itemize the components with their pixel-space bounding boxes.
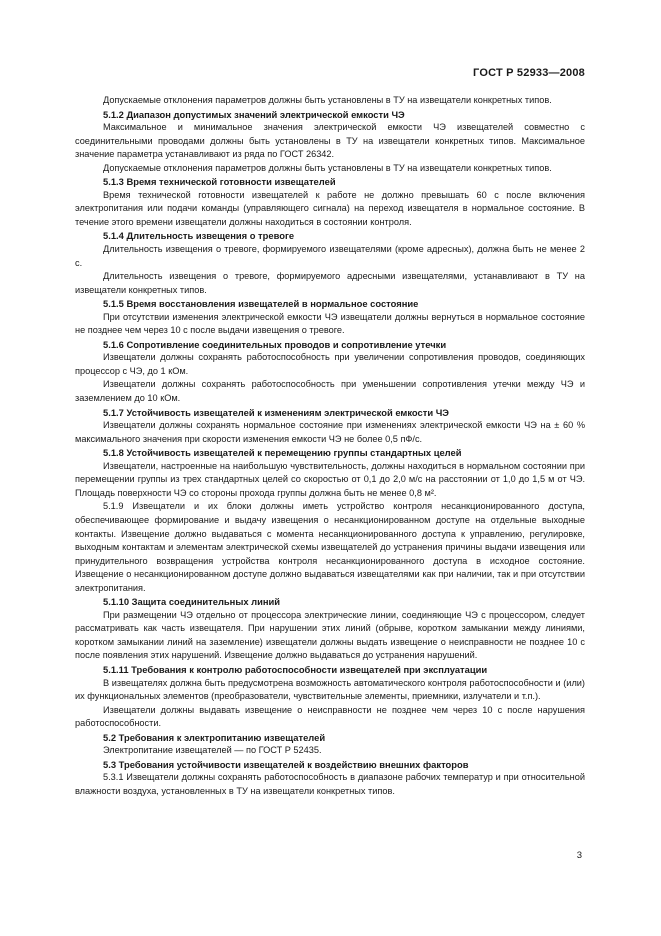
section-heading: 5.1.7 Устойчивость извещателей к изменениям электрической емкости ЧЭ	[103, 406, 449, 418]
document-number-header: ГОСТ Р 52933—2008	[473, 67, 585, 79]
section-heading: 5.1.2 Диапазон допустимых значений электрической емкости ЧЭ	[103, 108, 405, 120]
paragraph: 5.3.1 Извещатели должны сохранять работоспособность в диапазоне рабочих температур и при относительной влажности воздуха, установленных в ТУ на извещатели конкретных типов.	[75, 772, 585, 796]
document-body	[75, 94, 585, 798]
section-heading: 5.3 Требования устойчивости извещателей к воздействию внешних факторов	[103, 758, 469, 770]
section-heading: 5.1.6 Сопротивление соединительных проводов и сопротивление утечки	[103, 338, 447, 350]
paragraph: Максимальное и минимальное значения электрической емкости ЧЭ извещателей совместно с соединительными проводами должны быть установлены в ТУ на извещатели конкретных типов. Максимальное значение параметра устанавливают из ряда по ГОСТ 26342.	[75, 122, 585, 160]
paragraph: 5.1.9 Извещатели и их блоки должны иметь устройство контроля несанкционированного доступа, обеспечивающее формирование и выдачу извещения о несанкционированном доступе на отдельные выходные контакты. Извещение должно выдаваться с момента несанкционированного доступа к управлению, регулировке, выходным контактам и элементам электрической схемы извещателей до устранения причины выдачи извещения или принудительного возвращения устройства контроля несанкционированного доступа в исходное состояние. Извещение о несанкционированном доступе должно выдаваться извещателями как при наличии, так и при отсутствии электропитания.	[75, 501, 585, 593]
paragraph: Электропитание извещателей — по ГОСТ Р 52435.	[103, 745, 322, 756]
paragraph: Время технической готовности извещателей к работе не должно превышать 60 с после включения электропитания или подачи команды (управляющего сигнала) на переход извещателя в нормальное состояние. В течение этого времени извещатели должны находиться в состоянии контроля.	[75, 189, 585, 227]
paragraph: Допускаемые отклонения параметров должны быть установлены в ТУ на извещатели конкретных типов.	[103, 162, 552, 173]
section-heading: 5.1.8 Устойчивость извещателей к перемещению группы стандартных целей	[103, 447, 462, 459]
section-heading: 5.1.3 Время технической готовности извещателей	[103, 176, 336, 188]
paragraph: При размещении ЧЭ отдельно от процессора электрические линии, соединяющие ЧЭ с процессором, следует рассматривать как часть извещателя. При нарушении этих линий (обрыве, коротком замыкании между линиями, коротком замыкании линий на заземление) извещатели должны выдать извещение о неисправности не позднее 10 с после появления этих нарушений. Извещение должно выдаваться до устранения нарушений.	[75, 609, 585, 661]
paragraph: Извещатели, настроенные на наибольшую чувствительность, должны находиться в нормальном состоянии при перемещении группы из трех стандартных целей со скоростью от 0,1 до 2,0 м/с на расстоянии от 1,0 до 1,5 м от ЧЭ. Площадь поверхности ЧЭ со стороны прохода группы должна быть не менее 0,8 м².	[75, 460, 585, 498]
page-number: 3	[576, 850, 582, 861]
paragraph: При отсутствии изменения электрической емкости ЧЭ извещатели должны вернуться в нормальное состояние не позднее чем через 10 с после выдачи извещения о тревоге.	[75, 311, 585, 336]
paragraph: Извещатели должны сохранять нормальное состояние при изменениях электрической емкости ЧЭ на ± 60 % максимального значения при скорости изменения емкости ЧЭ не более 0,5 пФ/с.	[75, 420, 585, 444]
paragraph: Извещатели должны выдавать извещение о неисправности не позднее чем через 10 с после нарушения работоспособности.	[75, 704, 585, 729]
paragraph: Извещатели должны сохранять работоспособность при уменьшении сопротивления утечки между ЧЭ и заземлением до 10 кОм.	[75, 379, 585, 404]
paragraph: Допускаемые отклонения параметров должны быть установлены в ТУ на извещатели конкретных типов.	[103, 95, 552, 105]
paragraph: Извещатели должны сохранять работоспособность при увеличении сопротивления проводов, соединяющих процессор с ЧЭ, до 1 кОм.	[75, 352, 585, 376]
paragraph: Длительность извещения о тревоге, формируемого адресными извещателями, устанавливают в ТУ на извещатели конкретных типов.	[75, 271, 585, 295]
section-heading: 5.2 Требования к электропитанию извещателей	[103, 731, 326, 743]
section-heading: 5.1.5 Время восстановления извещателей в нормальное состояние	[103, 298, 419, 310]
section-heading: 5.1.4 Длительность извещения о тревоге	[103, 230, 295, 242]
paragraph: В извещателях должна быть предусмотрена возможность автоматического контроля работоспособности и (или) их функциональных элементов (преобразователи, чувствительные элементы, приемники, излучатели и т.п.).	[75, 677, 585, 702]
section-heading: 5.1.10 Защита соединительных линий	[103, 596, 281, 608]
paragraph: Длительность извещения о тревоге, формируемого извещателями (кроме адресных), должна быть не менее 2 с.	[75, 244, 585, 268]
section-heading: 5.1.11 Требования к контролю работоспособности извещателей при эксплуатации	[103, 663, 488, 675]
